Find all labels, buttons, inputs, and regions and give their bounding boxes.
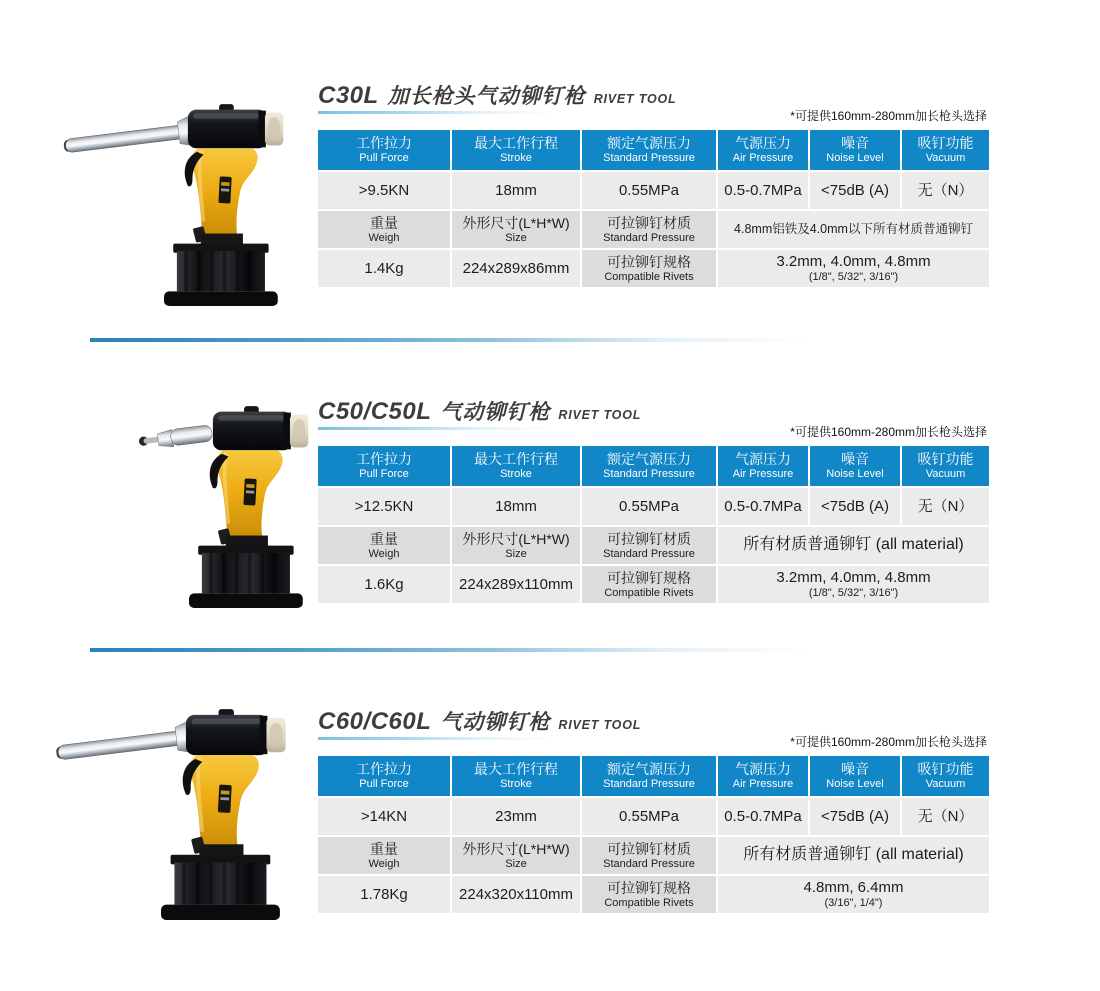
value-air-pressure: 0.5-0.7MPa: [718, 172, 808, 209]
value-vacuum: 无（N）: [902, 798, 989, 835]
header-cell-stroke: 最大工作行程 Stroke: [452, 756, 580, 796]
label-cell-weight: 重量 Weigh: [318, 837, 450, 874]
header-cell-pull-force: 工作拉力 Pull Force: [318, 756, 450, 796]
product-title: [318, 706, 641, 736]
section-divider: [90, 648, 808, 652]
value-pull-force: >12.5KN: [318, 488, 450, 525]
value-weight: 1.6Kg: [318, 566, 450, 603]
product-name-en: RIVET TOOL: [558, 408, 642, 422]
product-model: C30L: [318, 82, 379, 109]
rivet-gun-photo: [48, 688, 298, 920]
barrel-option-note: *可提供160mm-280mm加长枪头选择: [790, 735, 987, 749]
value-stroke: 23mm: [452, 798, 580, 835]
header-cell-air-pressure: 气源压力 Air Pressure: [718, 756, 808, 796]
header-cell-standard-pressure: 额定气源压力 Standard Pressure: [582, 446, 716, 486]
rivet-gun-long-illustration: [48, 688, 298, 920]
label-cell-size: 外形尺寸(L*H*W) Size: [452, 527, 580, 564]
rivet-gun-photo: [88, 386, 313, 608]
product-name-cn: 气动铆钉枪: [440, 711, 551, 734]
label-cell-rivet-material: 可拉铆钉材质 Standard Pressure: [582, 837, 716, 874]
label-cell-weight: 重量 Weigh: [318, 527, 450, 564]
header-cell-air-pressure: 气源压力 Air Pressure: [718, 446, 808, 486]
label-cell-rivet-material: 可拉铆钉材质 Standard Pressure: [582, 211, 716, 248]
value-air-pressure: 0.5-0.7MPa: [718, 798, 808, 835]
header-cell-air-pressure: 气源压力 Air Pressure: [718, 130, 808, 170]
value-weight: 1.4Kg: [318, 250, 450, 287]
label-cell-compatible-rivets: 可拉铆钉规格 Compatible Rivets: [582, 566, 716, 603]
value-standard-pressure: 0.55MPa: [582, 798, 716, 835]
product-title: [318, 396, 641, 426]
product-title: [318, 80, 676, 110]
header-cell-pull-force: 工作拉力 Pull Force: [318, 130, 450, 170]
value-rivet-material: 所有材质普通铆钉 (all material): [718, 837, 989, 874]
header-cell-vacuum: 吸钉功能 Vacuum: [902, 130, 989, 170]
value-pull-force: >9.5KN: [318, 172, 450, 209]
label-cell-size: 外形尺寸(L*H*W) Size: [452, 837, 580, 874]
header-cell-noise-level: 噪音 Noise Level: [810, 446, 900, 486]
title-underline: [318, 111, 558, 114]
label-cell-size: 外形尺寸(L*H*W) Size: [452, 211, 580, 248]
value-compatible-rivets: 3.2mm, 4.0mm, 4.8mm (1/8", 5/32", 3/16"): [718, 566, 989, 603]
value-vacuum: 无（N）: [902, 172, 989, 209]
title-underline: [318, 427, 558, 430]
header-cell-stroke: 最大工作行程 Stroke: [452, 130, 580, 170]
product-model: C60/C60L: [318, 708, 432, 735]
value-size: 224x289x110mm: [452, 566, 580, 603]
label-cell-compatible-rivets: 可拉铆钉规格 Compatible Rivets: [582, 876, 716, 913]
value-weight: 1.78Kg: [318, 876, 450, 913]
value-standard-pressure: 0.55MPa: [582, 172, 716, 209]
label-cell-compatible-rivets: 可拉铆钉规格 Compatible Rivets: [582, 250, 716, 287]
product-name-en: RIVET TOOL: [558, 718, 642, 732]
product-section-c60: [0, 700, 1100, 950]
spec-table: [318, 446, 989, 603]
header-cell-standard-pressure: 额定气源压力 Standard Pressure: [582, 130, 716, 170]
rivet-gun-long-illustration: [58, 84, 293, 306]
value-noise-level: <75dB (A): [810, 172, 900, 209]
value-noise-level: <75dB (A): [810, 488, 900, 525]
value-pull-force: >14KN: [318, 798, 450, 835]
header-cell-noise-level: 噪音 Noise Level: [810, 130, 900, 170]
product-name-cn: 加长枪头气动铆钉枪: [387, 85, 586, 108]
header-cell-noise-level: 噪音 Noise Level: [810, 756, 900, 796]
value-size: 224x289x86mm: [452, 250, 580, 287]
spec-table: [318, 756, 989, 913]
spec-table: [318, 130, 989, 287]
title-underline: [318, 737, 558, 740]
product-section-c50: [0, 390, 1100, 640]
header-cell-vacuum: 吸钉功能 Vacuum: [902, 756, 989, 796]
value-stroke: 18mm: [452, 488, 580, 525]
value-stroke: 18mm: [452, 172, 580, 209]
value-rivet-material: 4.8mm铝铁及4.0mm以下所有材质普通铆钉: [718, 211, 989, 248]
header-cell-standard-pressure: 额定气源压力 Standard Pressure: [582, 756, 716, 796]
value-air-pressure: 0.5-0.7MPa: [718, 488, 808, 525]
value-noise-level: <75dB (A): [810, 798, 900, 835]
product-name-cn: 气动铆钉枪: [440, 401, 551, 424]
section-divider: [90, 338, 808, 342]
product-model: C50/C50L: [318, 398, 432, 425]
rivet-gun-short-illustration: [88, 386, 313, 608]
value-compatible-rivets: 3.2mm, 4.0mm, 4.8mm (1/8", 5/32", 3/16"): [718, 250, 989, 287]
value-standard-pressure: 0.55MPa: [582, 488, 716, 525]
rivet-gun-photo: [58, 84, 293, 306]
product-name-en: RIVET TOOL: [593, 92, 677, 106]
header-cell-pull-force: 工作拉力 Pull Force: [318, 446, 450, 486]
value-size: 224x320x110mm: [452, 876, 580, 913]
barrel-option-note: *可提供160mm-280mm加长枪头选择: [790, 109, 987, 123]
label-cell-weight: 重量 Weigh: [318, 211, 450, 248]
value-compatible-rivets: 4.8mm, 6.4mm (3/16", 1/4"): [718, 876, 989, 913]
product-section-c30l: [0, 74, 1100, 324]
value-rivet-material: 所有材质普通铆钉 (all material): [718, 527, 989, 564]
label-cell-rivet-material: 可拉铆钉材质 Standard Pressure: [582, 527, 716, 564]
value-vacuum: 无（N）: [902, 488, 989, 525]
header-cell-vacuum: 吸钉功能 Vacuum: [902, 446, 989, 486]
header-cell-stroke: 最大工作行程 Stroke: [452, 446, 580, 486]
barrel-option-note: *可提供160mm-280mm加长枪头选择: [790, 425, 987, 439]
